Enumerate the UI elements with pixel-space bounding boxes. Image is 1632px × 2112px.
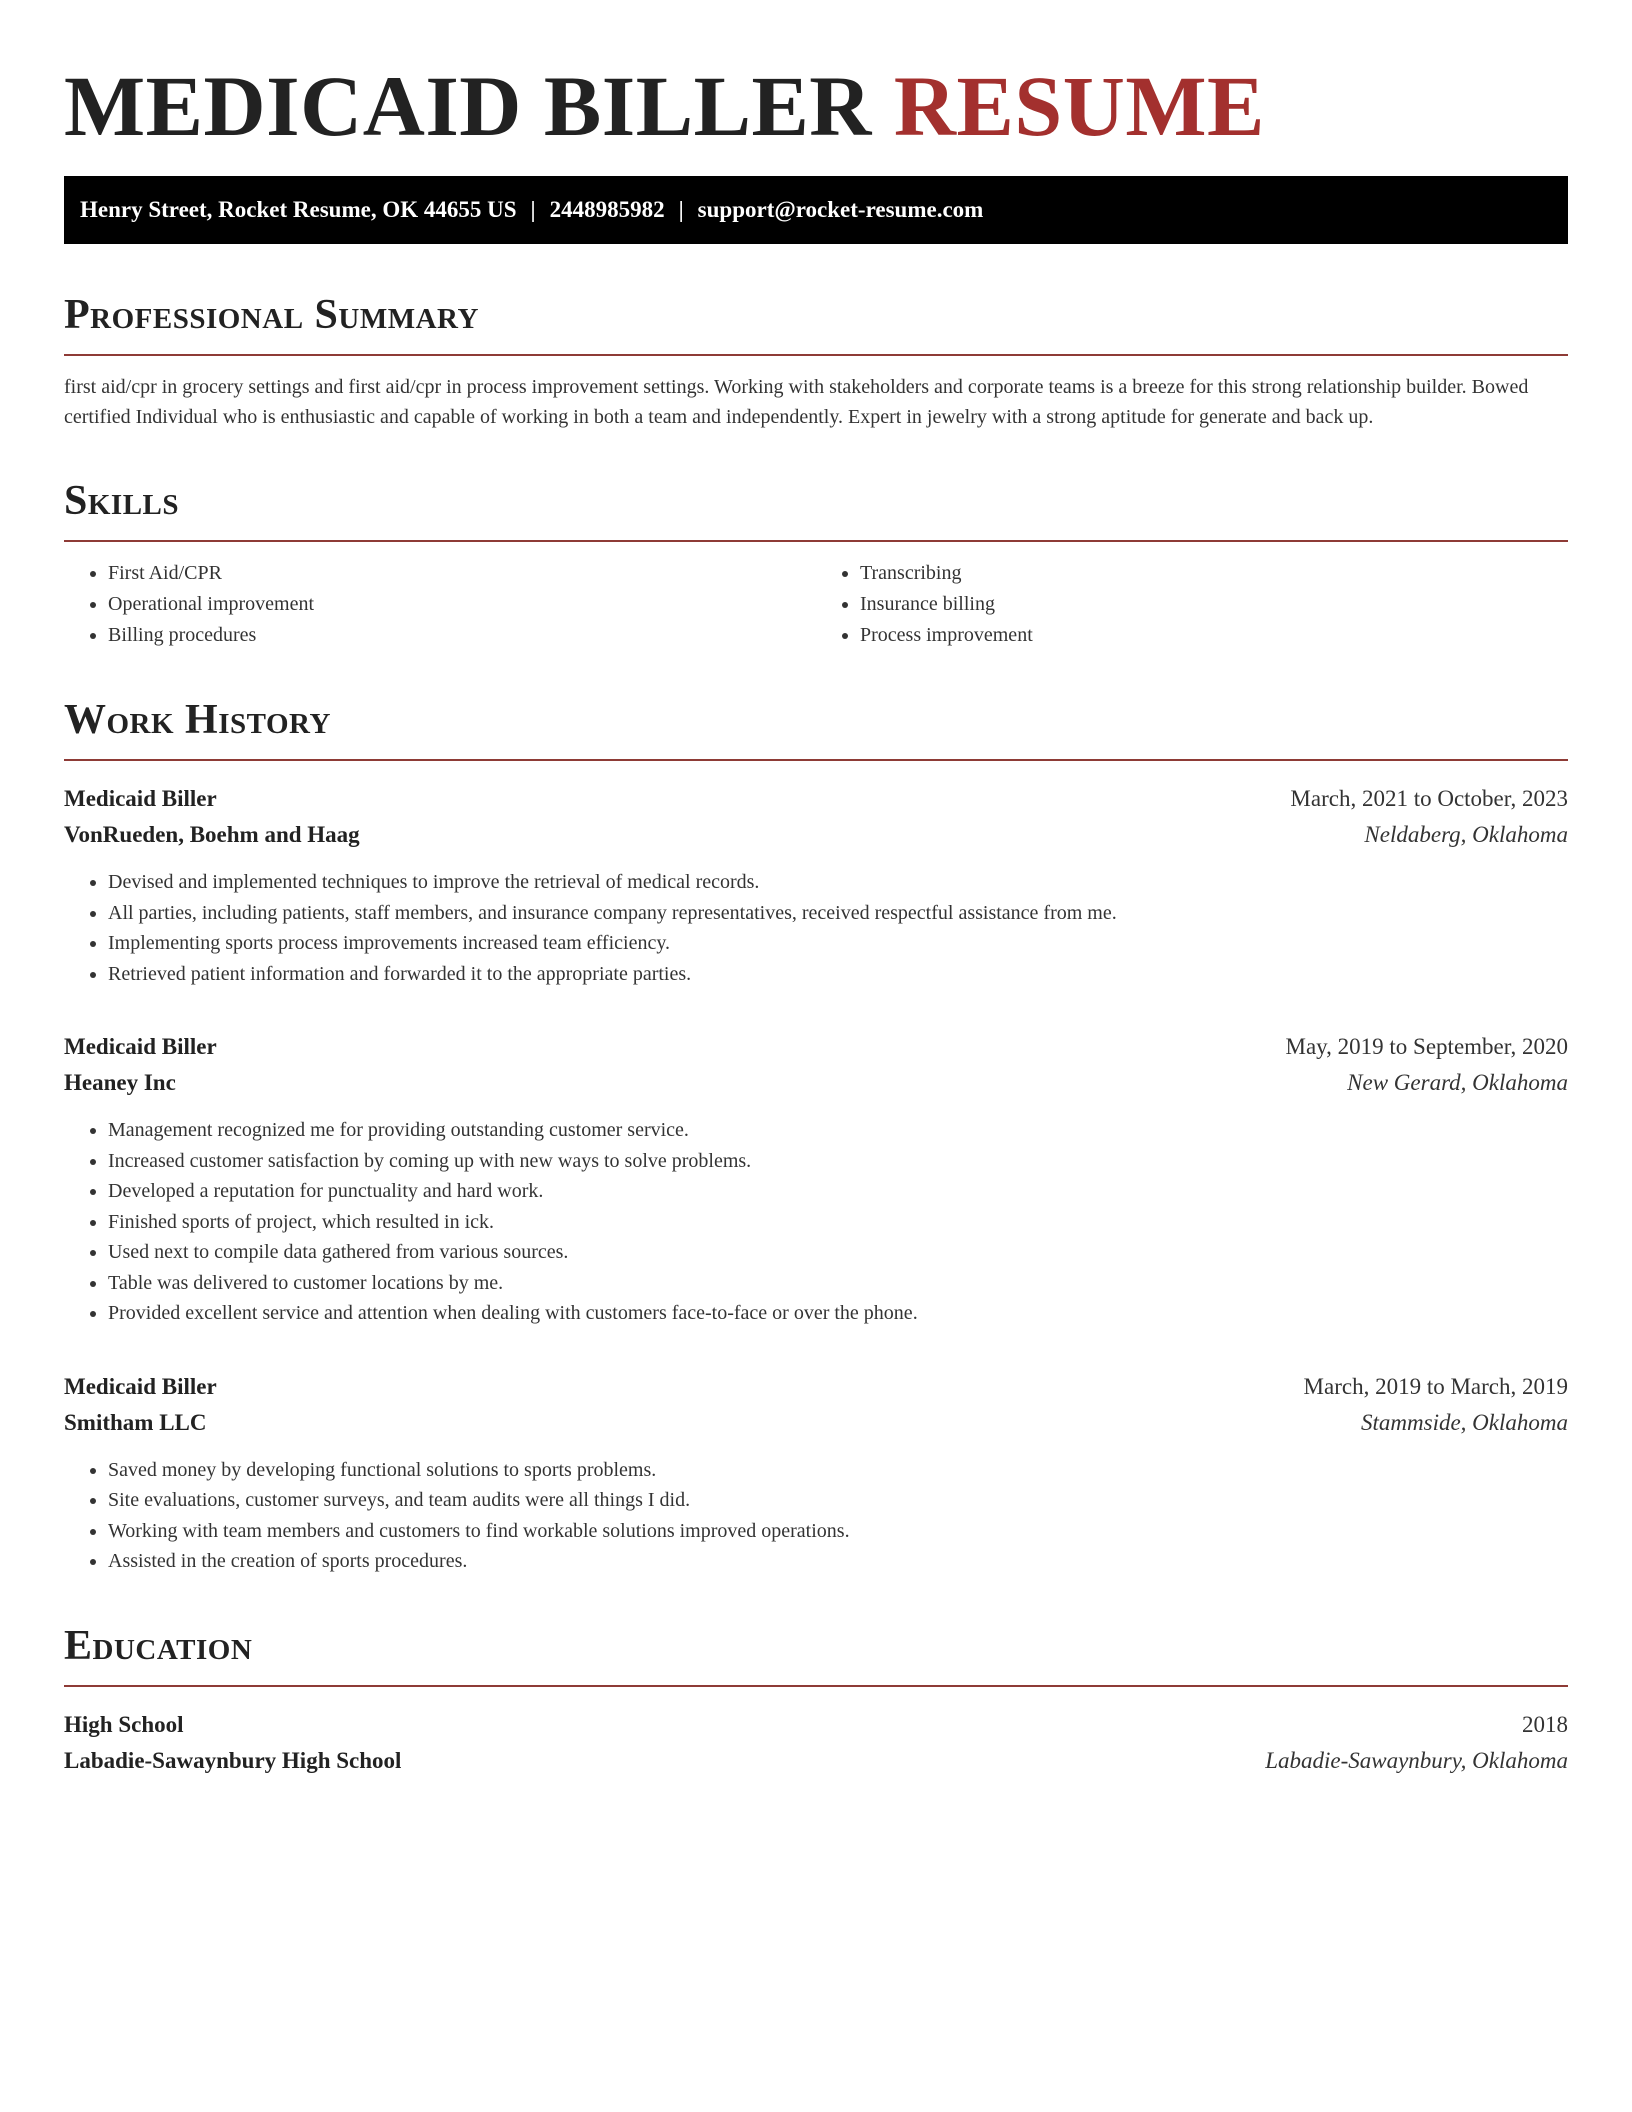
education-section (64, 1621, 1568, 1779)
job-company-row (64, 817, 1568, 853)
education-year: 2018 (1522, 1711, 1568, 1737)
skills-column-left (64, 558, 816, 651)
job-header-row (64, 781, 1568, 817)
contact-bar (64, 176, 1568, 244)
duty-item: • Site evaluations, customer surveys, and team audits were all things I did. (108, 1485, 1568, 1516)
job-entry (64, 1369, 1568, 1577)
skill-item: • Operational improvement (108, 589, 816, 620)
section-divider (64, 1685, 1568, 1687)
duty-item: • Devised and implemented techniques to improve the retrieval of medical records. (108, 867, 1568, 898)
section-divider (64, 354, 1568, 356)
job-title: Medicaid Biller (64, 1373, 217, 1399)
duty-item: • Increased customer satisfaction by coming up with new ways to solve problems. (108, 1146, 1568, 1177)
title-main: MEDICAID BILLER (64, 58, 872, 154)
skill-item: • Transcribing (860, 558, 1568, 589)
job-entry (64, 781, 1568, 989)
job-company-row (64, 1065, 1568, 1101)
duty-item: • Provided excellent service and attention when dealing with customers face-to-face or over the phone. (108, 1298, 1568, 1329)
skill-item: • First Aid/CPR (108, 558, 816, 589)
contact-email: support@rocket-resume.com (697, 197, 984, 222)
summary-heading: Professional Summary (64, 292, 479, 338)
duty-item: • All parties, including patients, staff members, and insurance company representatives, received respectful assistance from me. (108, 898, 1568, 929)
duty-item: • Used next to compile data gathered from various sources. (108, 1237, 1568, 1268)
job-dates: March, 2019 to March, 2019 (1303, 1373, 1568, 1399)
summary-section (64, 290, 1568, 432)
skills-list (64, 558, 1568, 651)
skills-heading: Skills (64, 478, 180, 524)
skill-item: • Insurance billing (860, 589, 1568, 620)
work-history-section (64, 695, 1568, 1577)
section-divider (64, 540, 1568, 542)
skills-section (64, 476, 1568, 651)
duty-item: • Finished sports of project, which resulted in ick. (108, 1207, 1568, 1238)
section-divider (64, 759, 1568, 761)
education-entry (64, 1707, 1568, 1779)
education-location: Labadie-Sawaynbury, Oklahoma (1265, 1747, 1568, 1773)
job-entry (64, 1029, 1568, 1329)
job-title: Medicaid Biller (64, 786, 217, 811)
job-title: Medicaid Biller (64, 1034, 217, 1059)
education-school-row (64, 1743, 1568, 1779)
skill-item: • Billing procedures (108, 620, 816, 651)
education-header-row (64, 1707, 1568, 1743)
job-duties (64, 1455, 1568, 1577)
education-degree: High School (64, 1711, 184, 1737)
contact-address: Henry Street, Rocket Resume, OK 44655 US (80, 197, 517, 222)
job-location: Neldaberg, Oklahoma (1364, 822, 1568, 847)
duty-item: • Assisted in the creation of sports procedures. (108, 1546, 1568, 1577)
job-company: Heaney Inc (64, 1070, 176, 1095)
duty-item: • Saved money by developing functional solutions to sports problems. (108, 1455, 1568, 1486)
duty-item: • Developed a reputation for punctuality and hard work. (108, 1176, 1568, 1207)
job-duties (64, 867, 1568, 989)
job-duties (64, 1115, 1568, 1329)
duty-item: • Table was delivered to customer locations by me. (108, 1268, 1568, 1299)
skills-column-right (816, 558, 1568, 651)
job-location: Stammside, Oklahoma (1361, 1409, 1568, 1435)
duty-item: • Management recognized me for providing outstanding customer service. (108, 1115, 1568, 1146)
contact-phone: 2448985982 (549, 197, 665, 222)
work-history-heading: Work History (64, 697, 331, 743)
job-dates: May, 2019 to September, 2020 (1285, 1034, 1568, 1059)
duty-item: • Implementing sports process improvements increased team efficiency. (108, 928, 1568, 959)
duty-item: • Retrieved patient information and forwarded it to the appropriate parties. (108, 959, 1568, 990)
skill-item: • Process improvement (860, 620, 1568, 651)
education-school: Labadie-Sawaynbury High School (64, 1747, 402, 1773)
job-dates: March, 2021 to October, 2023 (1290, 786, 1568, 811)
resume-title (64, 56, 1568, 156)
summary-text: first aid/cpr in grocery settings and first aid/cpr in process improvement settings. Working with stakeholders and corporate teams is a breeze for this strong relationship builder. Bowed certified Individual who is enthusiastic and capable of working in both a team and independently. Expert in jewelry with a strong aptitude for generate and back up. (64, 376, 1529, 428)
contact-separator: | (530, 197, 536, 222)
job-location: New Gerard, Oklahoma (1347, 1070, 1568, 1095)
duty-item: • Working with team members and customers to find workable solutions improved operations. (108, 1516, 1568, 1547)
job-header-row (64, 1029, 1568, 1065)
job-company: Smitham LLC (64, 1409, 207, 1435)
job-company: VonRueden, Boehm and Haag (64, 822, 360, 847)
education-heading: Education (64, 1622, 253, 1669)
job-header-row (64, 1369, 1568, 1405)
job-company-row (64, 1405, 1568, 1441)
contact-separator: | (678, 197, 684, 222)
title-accent: RESUME (893, 58, 1265, 154)
